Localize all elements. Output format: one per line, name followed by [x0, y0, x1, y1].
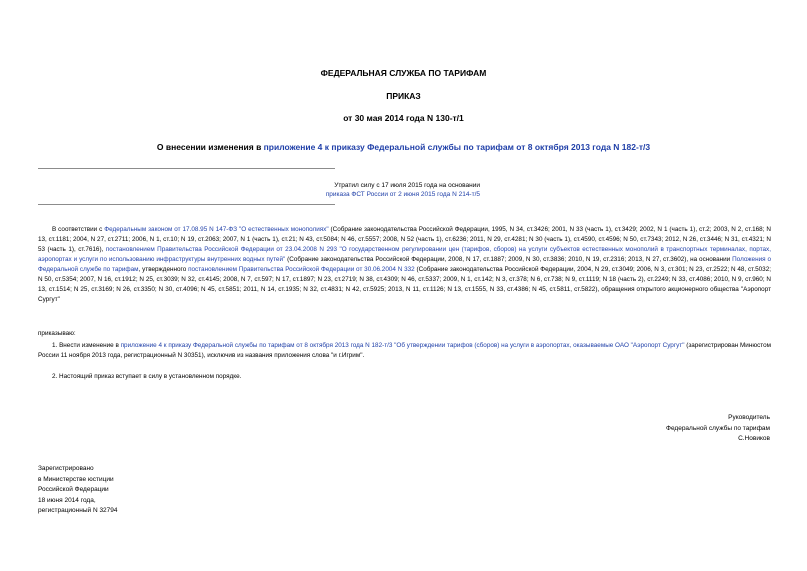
registration-line-3: Российской Федерации [38, 486, 109, 493]
preamble-text-2: (Собрание законодательства Российской Федерации, 1995, N 34, ст.3426; 2001, N 33 (часть 1), ст.3429; 2002, N 1 (часть 1), ст.2; 2003, N 2, ст.168; N 13, ст.1181; 2004, N 27, ст.2711; 2006, N 1, ст.10; N 19, ст.2063; 2007, N 1 (часть 1), ст.21; N 43, ст.5084; N 46, ст.5557; 2008, N 52 (часть 1), ст.6236; 2011, N 29, ст.4281; N 30 (часть 1), ст.4590, ст.4596; N 50, ст.7343; 2012, N 26, ст.3446; N 31, ст.4321; N 53 (часть 1), ст.7616), [38, 226, 771, 253]
title-link[interactable]: приложение 4 к приказу Федеральной службы по тарифам от 8 октября 2013 года N 182-т/3 [263, 142, 651, 152]
repeal-notice-text: Утратил силу с 17 июля 2015 года на основании [334, 182, 480, 189]
preamble-text-3: (Собрание законодательства Российской Федерации, 2008, N 17, ст.1887; 2009, N 30, ст.3836; 2010, N 19, ст.2316; 2013, N 27, ст.3602), на основании [285, 256, 733, 263]
document-title [0, 142, 807, 152]
preamble-text-1: В соответствии с [52, 226, 105, 233]
item1-text-2: (зарегистрирован Минюстом России 11 ноября 2013 года, регистрационный N 30351), исключив из названия приложения слова "и г.Игрим". [38, 342, 772, 359]
divider-bottom [38, 204, 335, 205]
registration-line-2: в Министерстве юстиции [38, 475, 114, 483]
agency-heading: ФЕДЕРАЛЬНАЯ СЛУЖБА ПО ТАРИФАМ [320, 68, 487, 78]
signatory-name: С.Новиков [738, 435, 770, 442]
registration-line-1: Зарегистрировано [38, 465, 94, 472]
preamble-paragraph [38, 225, 771, 305]
title-prefix: О внесении изменения в [156, 142, 264, 152]
registration-date: 18 июня 2014 года, [38, 496, 96, 504]
order-item-2: 2. Настоящий приказ вступает в силу в установленном порядке. [52, 373, 242, 380]
order-word: приказываю: [38, 330, 76, 337]
registration-block [38, 464, 118, 517]
preamble-text-4: , утвержденного [138, 266, 189, 273]
signatory-position: Руководитель [728, 414, 770, 421]
order-item-1 [38, 341, 771, 361]
signatory-agency: Федеральной службы по тарифам [666, 424, 770, 432]
document-date-number: от 30 мая 2014 года N 130-т/1 [343, 113, 464, 123]
appendix-4-link[interactable]: приложение 4 к приказу Федеральной службы по тарифам от 8 октября 2013 года N 182-т/3 "Об утверждении тарифов (сборов) на услуги в аэропортах, оказываемые ОАО "Аэропорт Сургут" [120, 342, 685, 349]
government-resolution-332-link[interactable]: постановлением Правительства Российской Федерации от 30.06.2004 N 332 [188, 266, 415, 273]
government-resolution-293-link[interactable]: постановлением Правительства Российской Федерации от 23.04.2008 N 293 "О государственном регулировании цен (тарифов, сборов) на услуги субъектов естественных монополий в транспортных терминалах, портах, аэропортах и услуги по использованию инфраструктуры внутренних водных путей" [38, 246, 771, 263]
signature-block [666, 413, 770, 445]
repeal-order-link[interactable]: приказа ФСТ России от 2 июня 2015 года N 214-т/5 [325, 191, 480, 198]
federal-law-link[interactable]: Федеральным законом от 17.08.95 N 147-ФЗ "О естественных монополиях" [104, 226, 329, 233]
divider-top [38, 168, 335, 169]
repeal-notice [180, 181, 480, 199]
document-type: ПРИКАЗ [386, 91, 421, 101]
registration-number: регистрационный N 32794 [38, 507, 118, 514]
fst-regulation-link[interactable]: Положения о Федеральной службе по тарифам [38, 256, 772, 273]
item1-text-1: 1. Внести изменение в [52, 342, 121, 349]
preamble-text-5: (Собрание законодательства Российской Федерации, 2004, N 29, ст.3049; 2006, N 3, ст.301; N 23, ст.2522; N 48, ст.5032; N 50, ст.5354; 2007, N 16, ст.1912; N 25, ст.3039; N 32, ст.4145; 2008, N 7, ст.597; N 17, ст.1897; N 23, ст.2719; N 38, ст.4309; N 46, ст.5337; 2009, N 1, ст.142; N 3, ст.378; N 6, ст.738; N 9, ст.1119; N 18 (часть 2), ст.2249; N 33, ст.4086; 2010, N 9, ст.960; N 13, ст.1514; N 25, ст.3169; N 26, ст.3350; N 30, ст.4096; N 45, ст.5851; 2011, N 14, ст.1935; N 32, ст.4831; N 42, ст.5925; 2013, N 11, ст.1126; N 13, ст.1555, N 33, ст.4386; N 45, ст.5811, ст.5822), обращения открытого акционерного общества "Аэропорт Сургут" [38, 266, 771, 303]
